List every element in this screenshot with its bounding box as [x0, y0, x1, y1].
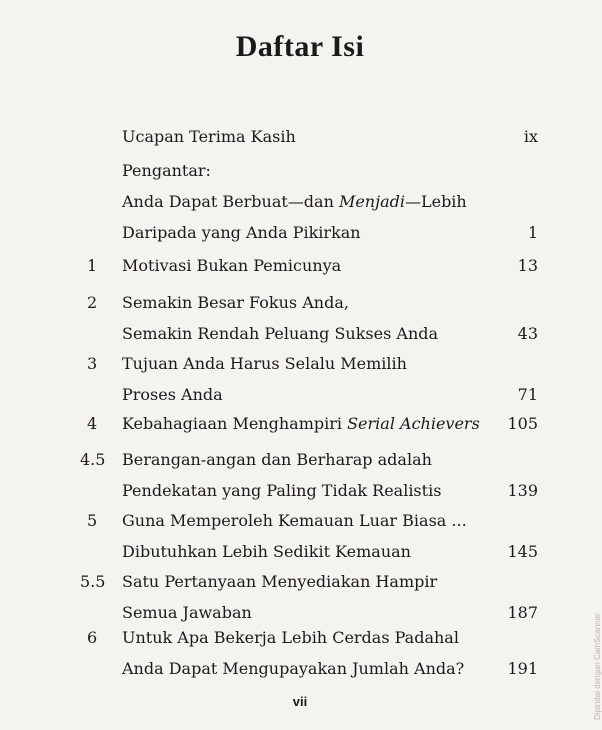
page-number: 139: [507, 481, 538, 500]
page-number: 105: [507, 414, 538, 433]
entry-title-line2: Dibutuhkan Lebih Sedikit Kemauan: [122, 542, 411, 561]
page-number: 191: [507, 659, 538, 678]
entry-title: Kebahagiaan Menghampiri Serial Achievers: [122, 414, 480, 433]
entry-title: Tujuan Anda Harus Selalu Memilih: [122, 354, 407, 373]
chapter-number: 6: [87, 628, 98, 647]
folio: vii: [292, 694, 308, 709]
page-number: 71: [517, 385, 538, 404]
page-number: 145: [507, 542, 538, 561]
entry-title: Guna Memperoleh Kemauan Luar Biasa ...: [122, 511, 467, 530]
page-number: 43: [517, 324, 538, 343]
page-number: 187: [507, 603, 538, 622]
chapter-number: 4: [87, 414, 98, 433]
chapter-number: 5: [87, 511, 98, 530]
chapter-number: 4.5: [80, 450, 106, 469]
entry-title-line2: Pendekatan yang Paling Tidak Realistis: [122, 481, 442, 500]
entry-title-line2: Proses Anda: [122, 385, 223, 404]
entry-title: Pengantar:: [122, 161, 211, 180]
entry-title: Motivasi Bukan Pemicunya: [122, 256, 342, 275]
chapter-number: 5.5: [80, 572, 106, 591]
entry-title: Ucapan Terima Kasih: [122, 127, 296, 146]
entry-title-line2: Semakin Rendah Peluang Sukses Anda: [122, 324, 439, 343]
entry-title: Untuk Apa Bekerja Lebih Cerdas Padahal: [122, 628, 459, 647]
entry-subtitle-line2: Daripada yang Anda Pikirkan: [122, 223, 361, 242]
page-title: Daftar Isi: [235, 30, 365, 63]
entry-title: Berangan-angan dan Berharap adalah: [122, 450, 432, 469]
entry-title: Semakin Besar Fokus Anda,: [122, 293, 349, 312]
entry-title: Satu Pertanyaan Menyediakan Hampir: [122, 572, 438, 591]
scanner-watermark: Dipindai dengan CamScanner: [593, 613, 602, 720]
page-number: ix: [523, 127, 538, 146]
entry-title-line2: Anda Dapat Mengupayakan Jumlah Anda?: [122, 659, 465, 678]
chapter-number: 1: [87, 256, 98, 275]
page-number: 13: [517, 256, 538, 275]
entry-subtitle: Anda Dapat Berbuat—dan Menjadi—Lebih: [122, 192, 467, 211]
chapter-number: 3: [87, 354, 98, 373]
page-number: 1: [527, 223, 538, 242]
entry-title-line2: Semua Jawaban: [122, 603, 252, 622]
chapter-number: 2: [87, 293, 98, 312]
